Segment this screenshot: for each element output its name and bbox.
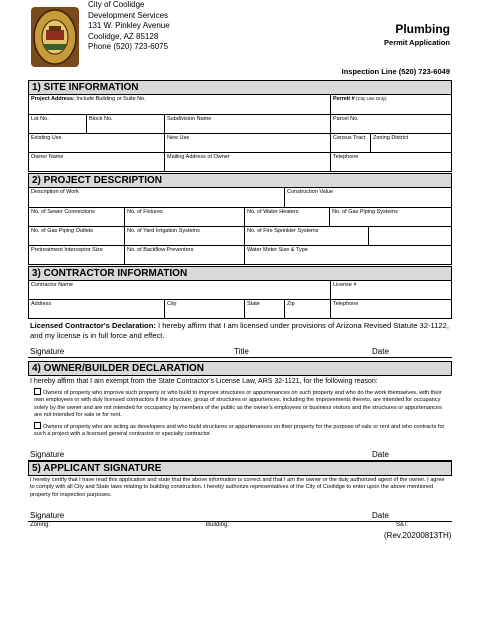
gas-piping-outlets-field[interactable]: No. of Gas Piping Outlets — [29, 227, 125, 245]
fire-sprinkler-field[interactable]: No. of Fire Sprinkler Systems — [245, 227, 369, 245]
title-label: Title — [234, 347, 249, 356]
city-seal-logo — [30, 6, 80, 68]
new-use-field[interactable]: New Use — [165, 134, 331, 152]
lot-field[interactable]: Lot No. — [29, 115, 87, 133]
licensed-declaration: Licensed Contractor's Declaration: I hereby affirm that I am licensed under provisions of Arizona Revised Statute 32-1122, and my license is in full force and effect. — [30, 321, 449, 340]
form-subtitle: Permit Application — [384, 38, 450, 47]
revision-label: (Rev.20200813TH) — [384, 531, 452, 540]
owner-address-field[interactable]: Mailing Address of Owner — [165, 153, 331, 171]
owner-signature-line[interactable] — [28, 450, 452, 461]
owner-intro: I hereby affirm that I am exempt from the State Contractor's License Law, ARS 32-1121, for the following reason: — [30, 378, 378, 385]
department-name: Development Services — [88, 10, 169, 20]
contractor-name-field[interactable]: Contractor Name — [29, 281, 331, 299]
parcel-field[interactable]: Parcel No. — [333, 116, 359, 122]
date-label: Date — [372, 449, 389, 459]
form-title: Plumbing — [395, 22, 450, 36]
backflow-preventers-field[interactable]: No. of Backflow Preventers — [125, 246, 245, 264]
city-phone: Phone (520) 723-6075 — [88, 42, 169, 51]
city-address: 131 W. Pinkley Avenue — [88, 21, 170, 30]
city-state-zip: Coolidge, AZ 85128 — [88, 31, 159, 41]
owner-option-1-checkbox[interactable] — [34, 388, 41, 395]
water-heaters-field[interactable]: No. of Water Heaters — [245, 208, 330, 226]
zoning-label: Zoning: — [30, 522, 51, 528]
city-name: City of Coolidge — [88, 0, 145, 9]
contractor-zip-field[interactable]: Zip — [285, 300, 331, 318]
signature-label: Signature — [30, 347, 65, 356]
contractor-telephone-field[interactable]: Telephone — [333, 301, 359, 307]
section-contractor-heading: 3) CONTRACTOR INFORMATION — [28, 266, 452, 281]
st-label: S&T: — [396, 522, 409, 528]
inspection-line: Inspection Line (520) 723-6049 — [341, 67, 450, 76]
section-applicant-heading: 5) APPLICANT SIGNATURE — [28, 461, 452, 476]
section-owner-heading: 4) OWNER/BUILDER DECLARATION — [28, 361, 452, 376]
date-label: Date — [372, 510, 389, 520]
description-field[interactable]: Description of Work — [29, 188, 285, 207]
census-tract-field[interactable]: Census Tract — [331, 134, 371, 152]
building-label: Building: — [206, 522, 230, 528]
owner-telephone-field[interactable]: Telephone — [333, 154, 359, 160]
empty-cell — [369, 227, 451, 245]
sewer-connections-field[interactable]: No. of Sewer Connections — [29, 208, 125, 226]
permit-number-field[interactable]: Permit # (City Use Only) — [333, 96, 387, 102]
block-field[interactable]: Block No. — [87, 115, 165, 133]
date-label: Date — [372, 347, 389, 356]
signature-label: Signature — [30, 510, 65, 520]
construction-value-field[interactable]: Construction Value — [287, 189, 334, 195]
owner-option-2: Owners of property who are acting as developers and who build structures or appurtenances on their property for the purpose of sale or rent and who contracts for such a project with a licensed general contractor or specialty contractor. — [34, 424, 445, 438]
license-number-field[interactable]: License # — [333, 282, 357, 288]
existing-use-field[interactable]: Existing Use — [29, 134, 165, 152]
owner-option-2-checkbox[interactable] — [34, 422, 41, 429]
project-address-field[interactable]: Project Address: Include Building or Suite No. — [29, 95, 331, 114]
owner-name-field[interactable]: Owner Name — [29, 153, 165, 171]
contractor-state-field[interactable]: State — [245, 300, 285, 318]
gas-piping-systems-field[interactable]: No. of Gas Piping Systems — [332, 209, 398, 215]
owner-option-1: Owners of property who improve such property or who build to improve structures or appurtenances on such property and who do the work themselves, with their own employees or with duly licensed contractors if the structure, group of structures or appurtences, including the improvements thereto, are intended for occupancy solely by the owner and are not intended for occupancy by members of the public as the owner's employees or business visitors and the structures or appurtenances are not intended for sale or for rent. — [34, 390, 442, 418]
interceptor-size-field[interactable]: Pretreatment Interceptor Size — [29, 246, 125, 264]
contractor-signature-line[interactable] — [28, 347, 452, 358]
applicant-certification: I hereby certify that I have read this application and state that the above information is correct and that I am the owner or the duly authorized agent of the owner. I agree to comply with all City and State laws relating to building construction. I hereby authorize representatives of the City of Coolidge to enter upon the above mentioned property for inspection purposes. — [30, 477, 445, 498]
section-site-heading: 1) SITE INFORMATION — [28, 80, 452, 95]
water-meter-field[interactable]: Water Meter Size & Type — [247, 247, 308, 253]
applicant-signature-line[interactable] — [28, 511, 452, 522]
fixtures-field[interactable]: No. of Fixtures — [125, 208, 245, 226]
subdivision-field[interactable]: Subdivision Name — [165, 115, 331, 133]
yard-irrigation-field[interactable]: No. of Yard Irrigation Systems — [125, 227, 245, 245]
section-project-heading: 2) PROJECT DESCRIPTION — [28, 173, 452, 188]
zoning-district-field[interactable]: Zoning District — [373, 135, 409, 141]
contractor-city-field[interactable]: City — [165, 300, 245, 318]
contractor-address-field[interactable]: Address — [29, 300, 165, 318]
signature-label: Signature — [30, 449, 65, 459]
